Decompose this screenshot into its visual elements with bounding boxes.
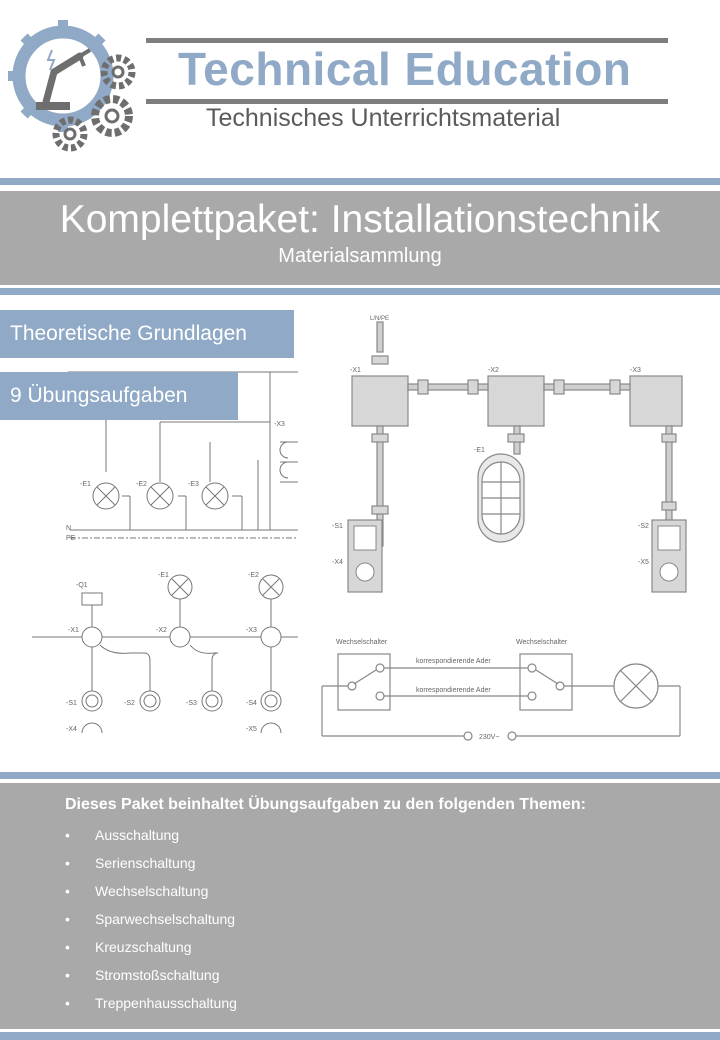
- label-e2: -E2: [136, 481, 147, 488]
- label-s1: -S1: [66, 700, 77, 707]
- label-q1: -Q1: [76, 582, 88, 589]
- banner-top-stripe: [0, 178, 720, 185]
- list-item: • Serienschaltung: [65, 851, 237, 879]
- list-item: • Stromstoßschaltung: [65, 963, 237, 991]
- label-x3-bottom: -X3: [246, 627, 257, 634]
- label-box-x3: -X3: [630, 367, 641, 374]
- label-e1: -E1: [80, 481, 91, 488]
- gears-robot-arm-icon: [8, 14, 140, 154]
- label-s4: -S4: [246, 700, 257, 707]
- theory-tag: Theoretische Grundlagen: [0, 310, 294, 358]
- brand-title: Technical Education: [178, 43, 632, 95]
- topics-heading: Dieses Paket beinhaltet Übungsaufgaben zu den folgenden Themen:: [65, 796, 586, 813]
- label-switch-left: Wechselschalter: [336, 639, 388, 646]
- list-item: • Kreuzschaltung: [65, 935, 237, 963]
- label-e3: -E3: [188, 481, 199, 488]
- label-s3: -S3: [186, 700, 197, 707]
- label-switch-s1: -S1: [332, 523, 343, 530]
- label-wire-bottom: korrespondierende Ader: [416, 687, 491, 694]
- two-way-switch-diagram: [318, 632, 688, 744]
- label-n: N: [66, 525, 72, 532]
- label-wire-top: korrespondierende Ader: [416, 658, 491, 665]
- label-box-x1: -X1: [350, 367, 361, 374]
- label-socket-x4: -X4: [332, 559, 343, 566]
- label-switch-s2: -S2: [638, 523, 649, 530]
- label-e1-bottom: -E1: [158, 572, 169, 579]
- topics-top-stripe: [0, 772, 720, 779]
- brand-subtitle: Technisches Unterrichtsmaterial: [206, 104, 561, 132]
- label-x5: -X5: [246, 726, 257, 733]
- label-lamp-e1: -E1: [474, 447, 485, 454]
- label-switch-right: Wechselschalter: [516, 639, 568, 646]
- list-item: • Sparwechselschaltung: [65, 907, 237, 935]
- label-voltage: 230V~: [479, 734, 500, 741]
- label-x3: -X3: [274, 421, 285, 428]
- topic-list: [65, 823, 237, 1019]
- list-item: • Treppenhausschaltung: [65, 991, 237, 1019]
- topics-bottom-stripe: [0, 1032, 720, 1040]
- label-x1: -X1: [68, 627, 79, 634]
- schematic-bottom-left: [30, 565, 302, 745]
- label-supply: L/N/PE: [370, 316, 390, 322]
- banner-bottom-stripe: [0, 288, 720, 295]
- label-e2-bottom: -E2: [248, 572, 259, 579]
- list-item: • Ausschaltung: [65, 823, 237, 851]
- list-item: • Wechselschaltung: [65, 879, 237, 907]
- label-box-x2: -X2: [488, 367, 499, 374]
- page-subtitle: Materialsammlung: [278, 245, 442, 267]
- label-socket-x5: -X5: [638, 559, 649, 566]
- exercises-tag: 9 Übungsaufgaben: [0, 372, 238, 420]
- label-s2: -S2: [124, 700, 135, 707]
- page-title: Komplettpaket: Installationstechnik: [59, 198, 661, 241]
- label-x4: -X4: [66, 726, 77, 733]
- label-x2: -X2: [156, 627, 167, 634]
- installation-drawing: [330, 312, 700, 596]
- label-pe: PE: [66, 535, 76, 542]
